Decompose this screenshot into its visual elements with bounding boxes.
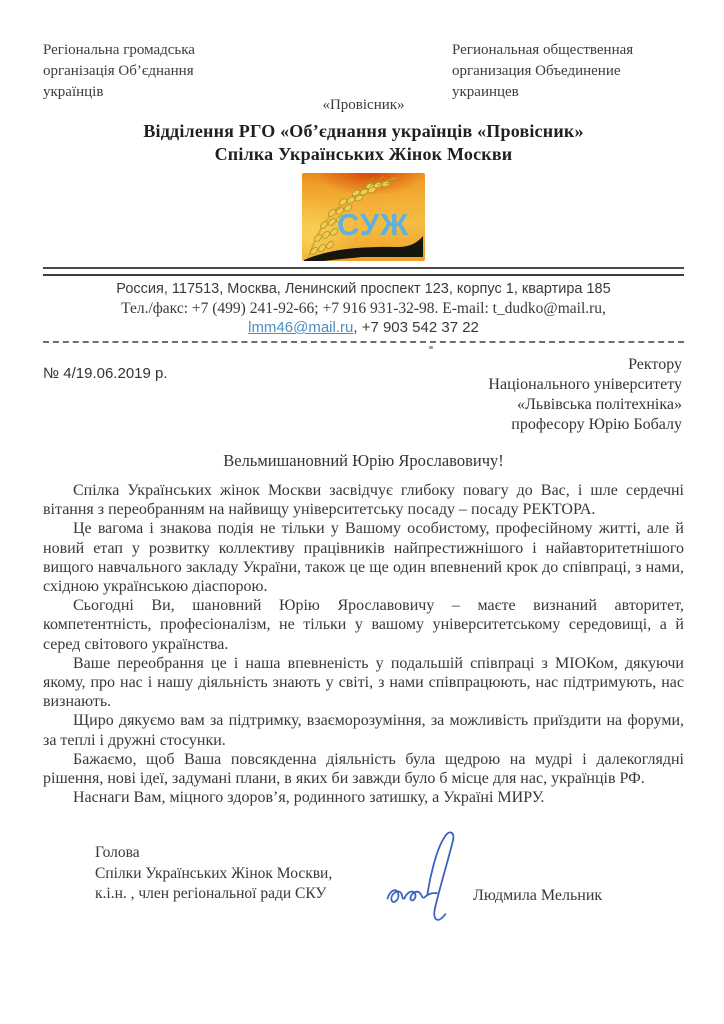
salutation: Вельмишановний Юрію Ярославовичу! bbox=[223, 451, 504, 470]
org-left-line: українців bbox=[43, 84, 104, 100]
signer-title-line: Голова bbox=[95, 844, 140, 862]
body-paragraph: Сьогодні Ви, шановний Юрію Ярославовичу – маєте визнаний авторитет, компетентність, професіоналізм, не тільки у вашому університетському середовищі, а й серед світового українства. bbox=[43, 597, 684, 653]
division-title bbox=[43, 120, 684, 166]
recipient-line: «Львівська політехніка» bbox=[517, 396, 682, 413]
body-paragraph: Спілка Українських жінок Москви засвідчує глибоку повагу до Вас, і шле сердечні вітання з переобранням на найвищу університетську посаду – посаду РЕКТОРА. bbox=[43, 482, 684, 519]
phone-fax-email: Тел./факс: +7 (499) 241-92-66; +7 916 931-32-98. E-mail: t_dudko@mail.ru, bbox=[121, 300, 606, 317]
contact-block bbox=[43, 280, 684, 337]
org-right-line: Региональная общественная bbox=[452, 42, 634, 58]
recipient-line: Національного університету bbox=[488, 376, 682, 393]
body-paragraph: Бажаємо, щоб Ваша повсякденна діяльність була щедрою на мудрі і далекоглядні рішення, нові ідеї, задумані плани, в яких би завжди було б місце для нас, українців РФ. bbox=[43, 750, 684, 788]
logo-acronym-text: СУЖ bbox=[337, 207, 410, 242]
signature-block bbox=[43, 843, 684, 983]
org-name-ukrainian bbox=[43, 40, 258, 103]
body-paragraph: Це вагома і знакова подія не тільки у Вашому особистому, професійному житті, але й новий етап у розвитку коллективу працівників найпрестижнішого і найавторитетнішого вищого навчального закладу України, також це ще один впевнений крок до співпраці, з нами, східною українською діаспорою. bbox=[43, 520, 684, 596]
signer-title-line: к.і.н. , член регіональної ради СКУ bbox=[95, 885, 327, 903]
email-link[interactable]: lmm46@mail.ru bbox=[248, 319, 354, 336]
recipient-line: Ректору bbox=[628, 356, 682, 373]
org-name-russian bbox=[452, 40, 684, 103]
division-title-line1: Відділення РГО «Об’єднання українців «Провісник» bbox=[143, 121, 584, 141]
postal-address: Россия, 117513, Москва, Ленинский проспект 123, корпус 1, квартира 185 bbox=[116, 281, 611, 297]
org-left-line: організація Об’єднання bbox=[43, 63, 194, 79]
org-quoted-name: «Провісник» bbox=[322, 97, 405, 113]
signer-title bbox=[95, 843, 332, 905]
divider-thin-line bbox=[43, 341, 684, 343]
divider-double-line bbox=[43, 267, 684, 276]
body-paragraph: Наснаги Вам, міцного здоров’я, родинного затишку, а Україні МИРУ. bbox=[73, 789, 545, 807]
division-title-line2: Спілка Українських Жінок Москви bbox=[214, 144, 513, 164]
body-paragraph: Ваше переобрання це і наша впевненість у подальшій співпраці з МІОКом, дякуючи якому, про нас і нашу діяльність знають у світі, з нами співпрацюють, нас підтримують, нас визнають. bbox=[43, 654, 684, 711]
reference-number: № 4/19.06.2019 р. bbox=[43, 365, 168, 382]
recipient-block bbox=[488, 355, 684, 435]
recipient-line: професору Юрію Бобалу bbox=[511, 416, 682, 433]
org-left-line: Регіональна громадська bbox=[43, 42, 195, 58]
letter-body bbox=[43, 481, 684, 807]
org-right-line: украинцев bbox=[452, 84, 519, 100]
signer-title-line: Спілки Українських Жінок Москви, bbox=[95, 864, 333, 882]
extra-phone: , +7 903 542 37 22 bbox=[353, 319, 479, 336]
reference-row bbox=[43, 355, 684, 435]
signer-name: Людмила Мельник bbox=[473, 887, 603, 905]
letterhead bbox=[43, 40, 684, 103]
body-paragraph: Щиро дякуємо вам за підтримку, взаєморозуміння, за можливість приїздити на форуми, за теплі і дружні стосунки. bbox=[43, 712, 684, 749]
scan-artifact bbox=[429, 346, 433, 349]
handwritten-signature-icon bbox=[381, 825, 476, 930]
org-right-line: организация Объединение bbox=[452, 63, 621, 79]
suzh-logo bbox=[302, 173, 425, 261]
email-phone-line bbox=[43, 318, 684, 337]
